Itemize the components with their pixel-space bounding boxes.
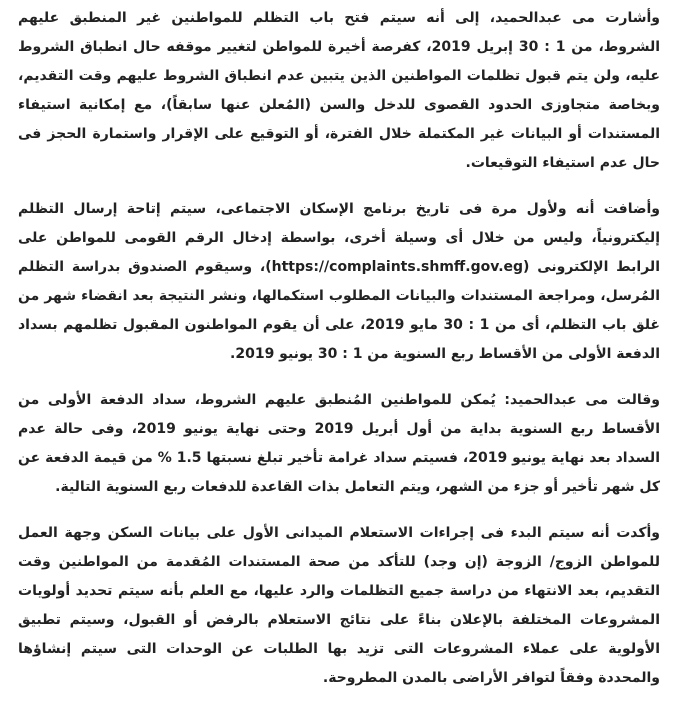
- paragraph-installments: وقالت مى عبدالحميد: يُمكن للمواطنين المُنطبق عليهم الشروط، سداد الدفعة الأولى من الأقساط ربع السنوية بداية من أول أبريل 2019 وحتى نهاية يونيو 2019، وفى حالة عدم السداد بعد نهاية يونيو 2019، فسيتم سداد غرامة تأخير تبلغ نسبتها 1.5 % من قيمة الدفعة عن كل شهر تأخير أو جزء من الشهر، ويتم التعامل بذات القاعدة للدفعات ربع السنوية التالية.: [18, 392, 661, 495]
- paragraph-electronic-complaints: وأضافت أنه ولأول مرة فى تاريخ برنامج الإسكان الاجتماعى، سيتم إتاحة إرسال التظلم إليكترونياً، وليس من خلال أى وسيلة أخرى، بواسطة إدخال الرقم القومى للمواطن على الرابط الإلكترونى (https://complaints.shmff.gov.eg)، وسيقوم الصندوق بدراسة التظلم المُرسل، ومراجعة المستندات والبيانات المطلوب استكمالها، ونشر النتيجة بعد انقضاء شهر من غلق باب التظلم، أى من 1 : 30 مايو 2019، على أن يقوم المواطنون المقبول تظلمهم بسداد الدفعة الأولى من الأقساط ربع السنوية من 1 : 30 يونيو 2019.: [18, 201, 660, 362]
- paragraph-complaints-window: وأشارت مى عبدالحميد، إلى أنه سيتم فتح باب التظلم للمواطنين غير المنطبق عليهم الشروط، من 1 : 30 إبريل 2019، كفرصة أخيرة للمواطن لتغيير موقفه حال انطباق الشروط عليه، ولن يتم قبول تظلمات المواطنين الذين يتبين عدم انطباق الشروط عليهم وقت التقديم، وبخاصة متجاوزى الحدود القصوى للدخل والسن (المُعلن عنها سابقاً)، مع إمكانية استيفاء المستندات أو البيانات غير المكتملة خلال الفترة، أو التوقيع على الإقرار واستمارة الحجز فى حال عدم استيفاء التوقيعات.: [18, 10, 661, 171]
- paragraph-field-inquiry: وأكدت أنه سيتم البدء فى إجراءات الاستعلام الميدانى الأول على بيانات السكن وجهة العمل للمواطن الزوج/ الزوجة (إن وجد) للتأكد من صحة المستندات المُقدمة من المواطنين وقت التقديم، بعد الانتهاء من دراسة جميع التظلمات والرد عليها، مع العلم بأنه سيتم تحديد أولويات المشروعات المختلفة بالإعلان بناءً على نتائج الاستعلام بالرفض أو القبول، وسيتم تطبيق الأولوية على عملاء المشروعات التى تزيد بها الطلبات عن الوحدات التى سيتم إنشاؤها والمحددة وفقاً لتوافر الأراضى بالمدن المطروحة.: [18, 525, 660, 686]
